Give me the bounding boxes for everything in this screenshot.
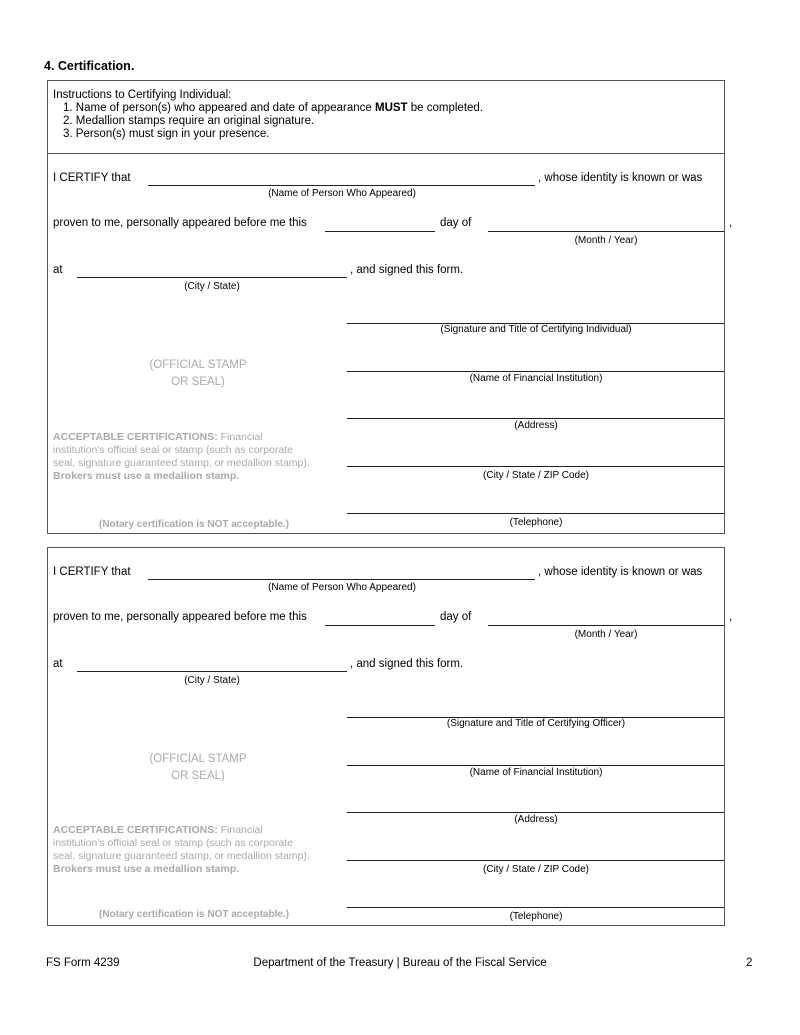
day-field[interactable] xyxy=(325,625,435,626)
month-year-caption: (Month / Year) xyxy=(574,235,638,246)
telephone-caption: (Telephone) xyxy=(509,517,563,528)
instructions-divider xyxy=(47,153,725,154)
acceptable-certifications-note: ACCEPTABLE CERTIFICATIONS: Financial institution's official seal or stamp (such as corporate seal, signature guaranteed stamp, or medallion stamp). Brokers must use a medallion stamp. xyxy=(53,824,310,875)
instruction-item-1: 1. Name of person(s) who appeared and date of appearance MUST be completed. xyxy=(63,102,484,114)
certify-label: I CERTIFY that xyxy=(53,566,131,578)
city-state-field[interactable] xyxy=(77,277,347,278)
certify-label: I CERTIFY that xyxy=(53,172,131,184)
institution-field[interactable] xyxy=(347,765,724,766)
identity-text: , whose identity is known or was xyxy=(538,566,703,578)
city-state-zip-caption: (City / State / ZIP Code) xyxy=(483,864,589,875)
comma: , xyxy=(729,217,733,229)
telephone-field[interactable] xyxy=(347,907,724,908)
instruction-item-2: 2. Medallion stamps require an original signature. xyxy=(63,115,315,127)
address-field[interactable] xyxy=(347,418,724,419)
institution-field[interactable] xyxy=(347,371,724,372)
section-title: 4. Certification. xyxy=(44,59,135,73)
official-stamp-placeholder: (OFFICIAL STAMP OR SEAL) xyxy=(149,359,247,388)
signed-text: , and signed this form. xyxy=(350,264,464,276)
notary-note: (Notary certification is NOT acceptable.) xyxy=(99,519,290,530)
month-year-field[interactable] xyxy=(488,625,724,626)
month-year-field[interactable] xyxy=(488,231,724,232)
at-label: at xyxy=(53,658,63,670)
telephone-caption: (Telephone) xyxy=(509,911,563,922)
proven-text: proven to me, personally appeared before me this xyxy=(53,217,307,229)
at-label: at xyxy=(53,264,63,276)
form-id: FS Form 4239 xyxy=(46,957,120,969)
official-stamp-placeholder: (OFFICIAL STAMP OR SEAL) xyxy=(149,753,247,782)
month-year-caption: (Month / Year) xyxy=(574,629,638,640)
city-state-field[interactable] xyxy=(77,671,347,672)
city-state-caption: (City / State) xyxy=(184,281,240,292)
city-state-caption: (City / State) xyxy=(184,675,240,686)
footer-department: Department of the Treasury | Bureau of the Fiscal Service xyxy=(253,957,547,969)
signature-caption: (Signature and Title of Certifying Officer) xyxy=(446,718,626,729)
city-state-zip-field[interactable] xyxy=(347,466,724,467)
signed-text: , and signed this form. xyxy=(350,658,464,670)
address-caption: (Address) xyxy=(514,814,558,825)
acceptable-certifications-note: ACCEPTABLE CERTIFICATIONS: Financial institution's official seal or stamp (such as corporate seal, signature guaranteed stamp, or medallion stamp). Brokers must use a medallion stamp. xyxy=(53,431,310,482)
page-number: 2 xyxy=(746,957,753,969)
city-state-zip-caption: (City / State / ZIP Code) xyxy=(483,470,589,481)
signature-caption: (Signature and Title of Certifying Individual) xyxy=(440,324,632,335)
identity-text: , whose identity is known or was xyxy=(538,172,703,184)
telephone-field[interactable] xyxy=(347,513,724,514)
institution-caption: (Name of Financial Institution) xyxy=(469,767,603,778)
city-state-zip-field[interactable] xyxy=(347,860,724,861)
instruction-item-3: 3. Person(s) must sign in your presence. xyxy=(63,128,270,140)
instructions-heading: Instructions to Certifying Individual: xyxy=(53,89,232,101)
address-field[interactable] xyxy=(347,812,724,813)
instructions xyxy=(53,89,483,141)
day-field[interactable] xyxy=(325,231,435,232)
name-caption: (Name of Person Who Appeared) xyxy=(268,188,416,199)
day-of-label: day of xyxy=(440,217,472,229)
name-caption: (Name of Person Who Appeared) xyxy=(268,582,416,593)
institution-caption: (Name of Financial Institution) xyxy=(469,373,603,384)
day-of-label: day of xyxy=(440,611,472,623)
notary-note: (Notary certification is NOT acceptable.) xyxy=(99,909,290,920)
person-name-field[interactable] xyxy=(148,185,535,186)
comma: , xyxy=(729,611,733,623)
proven-text: proven to me, personally appeared before me this xyxy=(53,611,307,623)
person-name-field[interactable] xyxy=(148,579,535,580)
address-caption: (Address) xyxy=(514,420,558,431)
